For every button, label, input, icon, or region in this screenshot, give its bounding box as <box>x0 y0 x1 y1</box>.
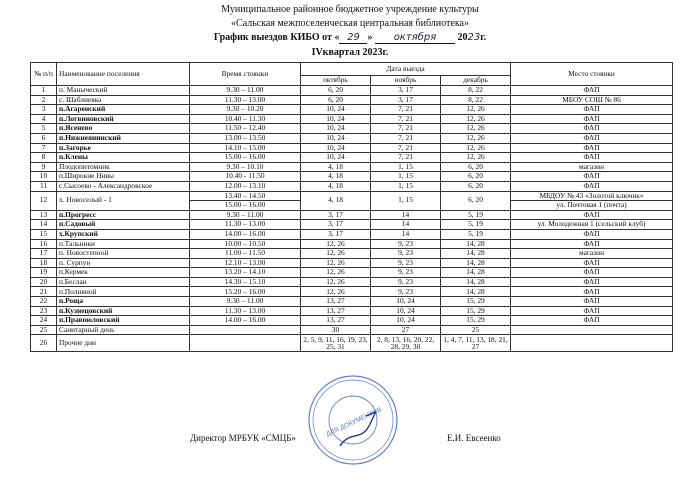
stop-time: 15.00 – 16.00 <box>190 201 301 211</box>
date-december: 12, 26 <box>441 133 511 143</box>
date-october: 10, 24 <box>301 114 371 124</box>
date-november: 27 <box>371 325 441 335</box>
date-november: 9, 23 <box>371 239 441 249</box>
date-november: 7, 21 <box>371 153 441 163</box>
date-october: 10, 24 <box>301 153 371 163</box>
row-number: 9 <box>31 162 57 172</box>
table-row <box>31 325 673 335</box>
date-november: 14 <box>371 229 441 239</box>
title-suffix: г. <box>480 32 487 43</box>
stop-place: ул. Почтовая 1 (почта) <box>511 201 673 211</box>
table-row <box>31 249 673 259</box>
stop-place: МБДОУ № 43 «Золотой ключик» <box>511 191 673 201</box>
date-november: 10, 24 <box>371 297 441 307</box>
settlement-name: х.Крупский <box>57 229 190 239</box>
stop-time: 12.00 – 13.10 <box>190 181 301 191</box>
date-october: 10, 24 <box>301 105 371 115</box>
table-row <box>31 277 673 287</box>
stop-time: 9.30 – 10.20 <box>190 105 301 115</box>
library-name-line: «Сальская межпоселенческая центральная библиотека» <box>231 18 469 29</box>
date-december: 15, 29 <box>441 306 511 316</box>
stop-time: 14.00 – 16.00 <box>190 229 301 239</box>
date-october: 13, 27 <box>301 297 371 307</box>
date-december: 8, 22 <box>441 86 511 96</box>
stop-place: ФАП <box>511 153 673 163</box>
date-october: 6, 20 <box>301 95 371 105</box>
stop-time: 9.30 – 11.00 <box>190 86 301 96</box>
table-row <box>31 258 673 268</box>
date-december: 12, 26 <box>441 153 511 163</box>
stop-place: ФАП <box>511 105 673 115</box>
table-row <box>31 133 673 143</box>
settlement-name: п.Роща <box>57 297 190 307</box>
date-november: 9, 23 <box>371 268 441 278</box>
row-number: 18 <box>31 258 57 268</box>
stop-place: ФАП <box>511 287 673 297</box>
settlement-name: п.Правоюловский <box>57 316 190 326</box>
row-number: 2 <box>31 95 57 105</box>
stop-place: ФАП <box>511 229 673 239</box>
stop-time: 10.40 – 11.30 <box>190 114 301 124</box>
date-december: 1, 4, 7, 11, 13, 18, 21, 27 <box>441 335 511 352</box>
table-row <box>31 316 673 326</box>
date-october: 10, 24 <box>301 124 371 134</box>
settlement-name: п.Кермек <box>57 268 190 278</box>
date-november: 14 <box>371 220 441 230</box>
date-december: 6, 20 <box>441 162 511 172</box>
title-month: октября <box>375 32 455 44</box>
date-october: 12, 26 <box>301 249 371 259</box>
col-header-december: декабрь <box>441 76 511 86</box>
settlement-name: п.Поливной <box>57 287 190 297</box>
title-year-prefix: 20 <box>457 32 468 43</box>
stop-time: 15.00 – 16.00 <box>190 153 301 163</box>
date-october: 10, 24 <box>301 133 371 143</box>
settlement-name: п.Садовый <box>57 220 190 230</box>
stop-place: ФАП <box>511 124 673 134</box>
settlement-name: п.Логвиновский <box>57 114 190 124</box>
date-november: 3, 17 <box>371 86 441 96</box>
table-row <box>31 172 673 182</box>
date-december: 5, 19 <box>441 220 511 230</box>
date-november: 7, 21 <box>371 105 441 115</box>
row-number: 14 <box>31 220 57 230</box>
date-december: 5, 19 <box>441 229 511 239</box>
official-stamp <box>300 372 406 473</box>
stop-time: 10.40 - 11.50 <box>190 172 301 182</box>
date-december: 14, 28 <box>441 249 511 259</box>
table-row <box>31 105 673 115</box>
table-row <box>31 229 673 239</box>
table-row <box>31 143 673 153</box>
stop-time: 11.30 – 13.00 <box>190 95 301 105</box>
date-october: 12, 26 <box>301 258 371 268</box>
date-december: 14, 28 <box>441 239 511 249</box>
date-october: 12, 26 <box>301 277 371 287</box>
settlement-name: с.Сысоево - Александровское <box>57 181 190 191</box>
stop-place: ФАП <box>511 316 673 326</box>
date-december: 14, 28 <box>441 268 511 278</box>
stop-place <box>511 325 673 335</box>
settlement-name: п. Маныческий <box>57 86 190 96</box>
table-row <box>31 335 673 352</box>
date-december: 12, 26 <box>441 143 511 153</box>
date-october: 3, 17 <box>301 229 371 239</box>
col-header-place: Место стоянки <box>511 63 673 86</box>
date-october: 12, 26 <box>301 239 371 249</box>
table-row <box>31 306 673 316</box>
director-title: Директор МРБУК «СМЦБ» <box>190 433 296 443</box>
stop-time: 11.00 – 11.50 <box>190 249 301 259</box>
stop-time: 11.30 – 13.00 <box>190 220 301 230</box>
date-december: 12, 26 <box>441 105 511 115</box>
date-december: 8, 22 <box>441 95 511 105</box>
settlement-name: п.Тальники <box>57 239 190 249</box>
stop-time: 14.30 – 15.10 <box>190 277 301 287</box>
row-number: 10 <box>31 172 57 182</box>
settlement-name: п.Кузнецовский <box>57 306 190 316</box>
stop-place: ФАП <box>511 172 673 182</box>
stop-time: 13.00 – 13.50 <box>190 133 301 143</box>
date-december: 6, 20 <box>441 172 511 182</box>
stop-place: ФАП <box>511 277 673 287</box>
stop-place: ФАП <box>511 143 673 153</box>
stop-place: ФАП <box>511 210 673 220</box>
date-october: 13, 27 <box>301 306 371 316</box>
stop-time <box>190 325 301 335</box>
date-november: 3, 17 <box>371 95 441 105</box>
date-december: 25 <box>441 325 511 335</box>
settlement-name: п.Агаренский <box>57 105 190 115</box>
row-number: 22 <box>31 297 57 307</box>
table-row <box>31 220 673 230</box>
date-october: 12, 26 <box>301 268 371 278</box>
stop-place: ФАП <box>511 306 673 316</box>
date-october: 4, 18 <box>301 191 371 210</box>
table-row <box>31 210 673 220</box>
date-december: 5, 19 <box>441 210 511 220</box>
title-year: 23 <box>467 32 481 43</box>
row-number: 13 <box>31 210 57 220</box>
date-october: 10, 24 <box>301 143 371 153</box>
date-december: 14, 28 <box>441 258 511 268</box>
row-number: 7 <box>31 143 57 153</box>
title-mid: » <box>367 32 373 43</box>
stop-place: ФАП <box>511 133 673 143</box>
stop-time: 12.10 – 13.00 <box>190 258 301 268</box>
row-number: 17 <box>31 249 57 259</box>
date-november: 7, 21 <box>371 133 441 143</box>
row-number: 20 <box>31 277 57 287</box>
table-row <box>31 162 673 172</box>
row-number: 4 <box>31 114 57 124</box>
table-row <box>31 124 673 134</box>
date-november: 1, 15 <box>371 162 441 172</box>
date-november: 1, 15 <box>371 191 441 210</box>
stop-time: 14.10 – 15.00 <box>190 143 301 153</box>
date-november: 9, 23 <box>371 249 441 259</box>
settlement-name: п.Нижнеянинский <box>57 133 190 143</box>
settlement-name: п.Ясенево <box>57 124 190 134</box>
stop-place: ФАП <box>511 86 673 96</box>
row-number: 5 <box>31 124 57 134</box>
stop-place: магазин <box>511 162 673 172</box>
col-header-time: Время стоянки <box>190 63 301 86</box>
org-name-line: Муниципальное районное бюджетное учреждение культуры <box>221 4 479 15</box>
table-row <box>31 95 673 105</box>
date-october: 30 <box>301 325 371 335</box>
row-number: 24 <box>31 316 57 326</box>
date-october: 12, 26 <box>301 287 371 297</box>
period-title: IVквартал 2023г. <box>311 47 389 58</box>
date-october: 6, 20 <box>301 86 371 96</box>
row-number: 23 <box>31 306 57 316</box>
stop-time: 13.40 – 14.50 <box>190 191 301 201</box>
stop-time: 9.30 – 10.10 <box>190 162 301 172</box>
date-december: 12, 26 <box>441 114 511 124</box>
date-november: 14 <box>371 210 441 220</box>
table-row <box>31 181 673 191</box>
stop-time: 9.30 – 11.00 <box>190 210 301 220</box>
table-row <box>31 268 673 278</box>
date-december: 15, 29 <box>441 316 511 326</box>
table-row <box>31 86 673 96</box>
date-december: 15, 29 <box>441 297 511 307</box>
row-number: 3 <box>31 105 57 115</box>
stop-time: 14.00 – 16.00 <box>190 316 301 326</box>
stop-time: 15.20 – 16.00 <box>190 287 301 297</box>
date-october: 2, 5, 9, 11, 16, 19, 23, 25, 31 <box>301 335 371 352</box>
row-number: 16 <box>31 239 57 249</box>
col-header-dates: Дата выезда <box>301 63 511 76</box>
date-december: 14, 28 <box>441 277 511 287</box>
stop-time: 11.30 – 13.00 <box>190 306 301 316</box>
stop-place: ФАП <box>511 239 673 249</box>
stop-place: ФАП <box>511 114 673 124</box>
title-day: 29 <box>339 32 367 44</box>
col-header-october: октябрь <box>301 76 371 86</box>
date-december: 12, 26 <box>441 124 511 134</box>
settlement-name: п.Широкие Нивы <box>57 172 190 182</box>
schedule-title <box>0 32 700 44</box>
schedule-table <box>30 62 673 352</box>
settlement-name: п.Беслан <box>57 277 190 287</box>
date-november: 2, 8, 13, 16, 20, 22, 28, 29, 30 <box>371 335 441 352</box>
date-november: 9, 23 <box>371 287 441 297</box>
settlement-name: п.Прогресс <box>57 210 190 220</box>
stop-place: магазин <box>511 249 673 259</box>
date-november: 1, 15 <box>371 172 441 182</box>
col-header-name: Наименование поселения <box>57 63 190 86</box>
date-november: 9, 23 <box>371 277 441 287</box>
stop-time: 10.00 – 10.50 <box>190 239 301 249</box>
table-row <box>31 114 673 124</box>
table-row <box>31 287 673 297</box>
date-november: 7, 21 <box>371 114 441 124</box>
col-header-november: ноябрь <box>371 76 441 86</box>
settlement-name: Прочие дни <box>57 335 190 352</box>
row-number: 19 <box>31 268 57 278</box>
stop-place <box>511 335 673 352</box>
date-november: 9, 23 <box>371 258 441 268</box>
date-november: 7, 21 <box>371 143 441 153</box>
row-number: 15 <box>31 229 57 239</box>
row-number: 11 <box>31 181 57 191</box>
row-number: 21 <box>31 287 57 297</box>
date-october: 4, 18 <box>301 181 371 191</box>
director-name: Е.И. Евсеенко <box>447 433 501 443</box>
date-october: 3, 17 <box>301 210 371 220</box>
title-prefix: График выездов КИБО от « <box>213 32 340 43</box>
stop-time <box>190 335 301 352</box>
stop-place: ФАП <box>511 297 673 307</box>
date-december: 6, 20 <box>441 191 511 210</box>
schedule-table-body <box>31 86 673 352</box>
date-october: 4, 18 <box>301 172 371 182</box>
date-october: 13, 27 <box>301 316 371 326</box>
row-number: 1 <box>31 86 57 96</box>
stop-time: 13.20 – 14.10 <box>190 268 301 278</box>
date-november: 10, 24 <box>371 316 441 326</box>
table-row <box>31 153 673 163</box>
stop-place: ФАП <box>511 181 673 191</box>
stop-place: ФАП <box>511 258 673 268</box>
settlement-name: п.Загорье <box>57 143 190 153</box>
settlement-name: п. Новостепной <box>57 249 190 259</box>
row-number: 12 <box>31 191 57 210</box>
row-number: 8 <box>31 153 57 163</box>
date-december: 6, 20 <box>441 181 511 191</box>
settlement-name: Санитарный день <box>57 325 190 335</box>
stop-place: ул. Молодежная 1 (сельский клуб) <box>511 220 673 230</box>
table-row <box>31 191 673 201</box>
date-october: 3, 17 <box>301 220 371 230</box>
stop-place: МБОУ СОШ № 86 <box>511 95 673 105</box>
date-december: 14, 28 <box>441 287 511 297</box>
stop-time: 9.30 – 11.00 <box>190 297 301 307</box>
table-row <box>31 297 673 307</box>
table-row <box>31 239 673 249</box>
settlement-name: с. Шаблиевка <box>57 95 190 105</box>
date-october: 4, 18 <box>301 162 371 172</box>
date-november: 7, 21 <box>371 124 441 134</box>
settlement-name: Плодопитомник <box>57 162 190 172</box>
stamp-text: ДЛЯ ДОКУМЕНТОВ <box>325 406 383 439</box>
row-number: 25 <box>31 325 57 335</box>
stop-place: ФАП <box>511 268 673 278</box>
settlement-name: п.Клены <box>57 153 190 163</box>
date-november: 1, 15 <box>371 181 441 191</box>
settlement-name: х. Новоселый - 1 <box>57 191 190 210</box>
date-november: 10, 24 <box>371 306 441 316</box>
row-number: 6 <box>31 133 57 143</box>
settlement-name: п. Сурпун <box>57 258 190 268</box>
col-header-number: № п/п <box>31 63 57 86</box>
row-number: 26 <box>31 335 57 352</box>
stop-time: 11.50 – 12.40 <box>190 124 301 134</box>
